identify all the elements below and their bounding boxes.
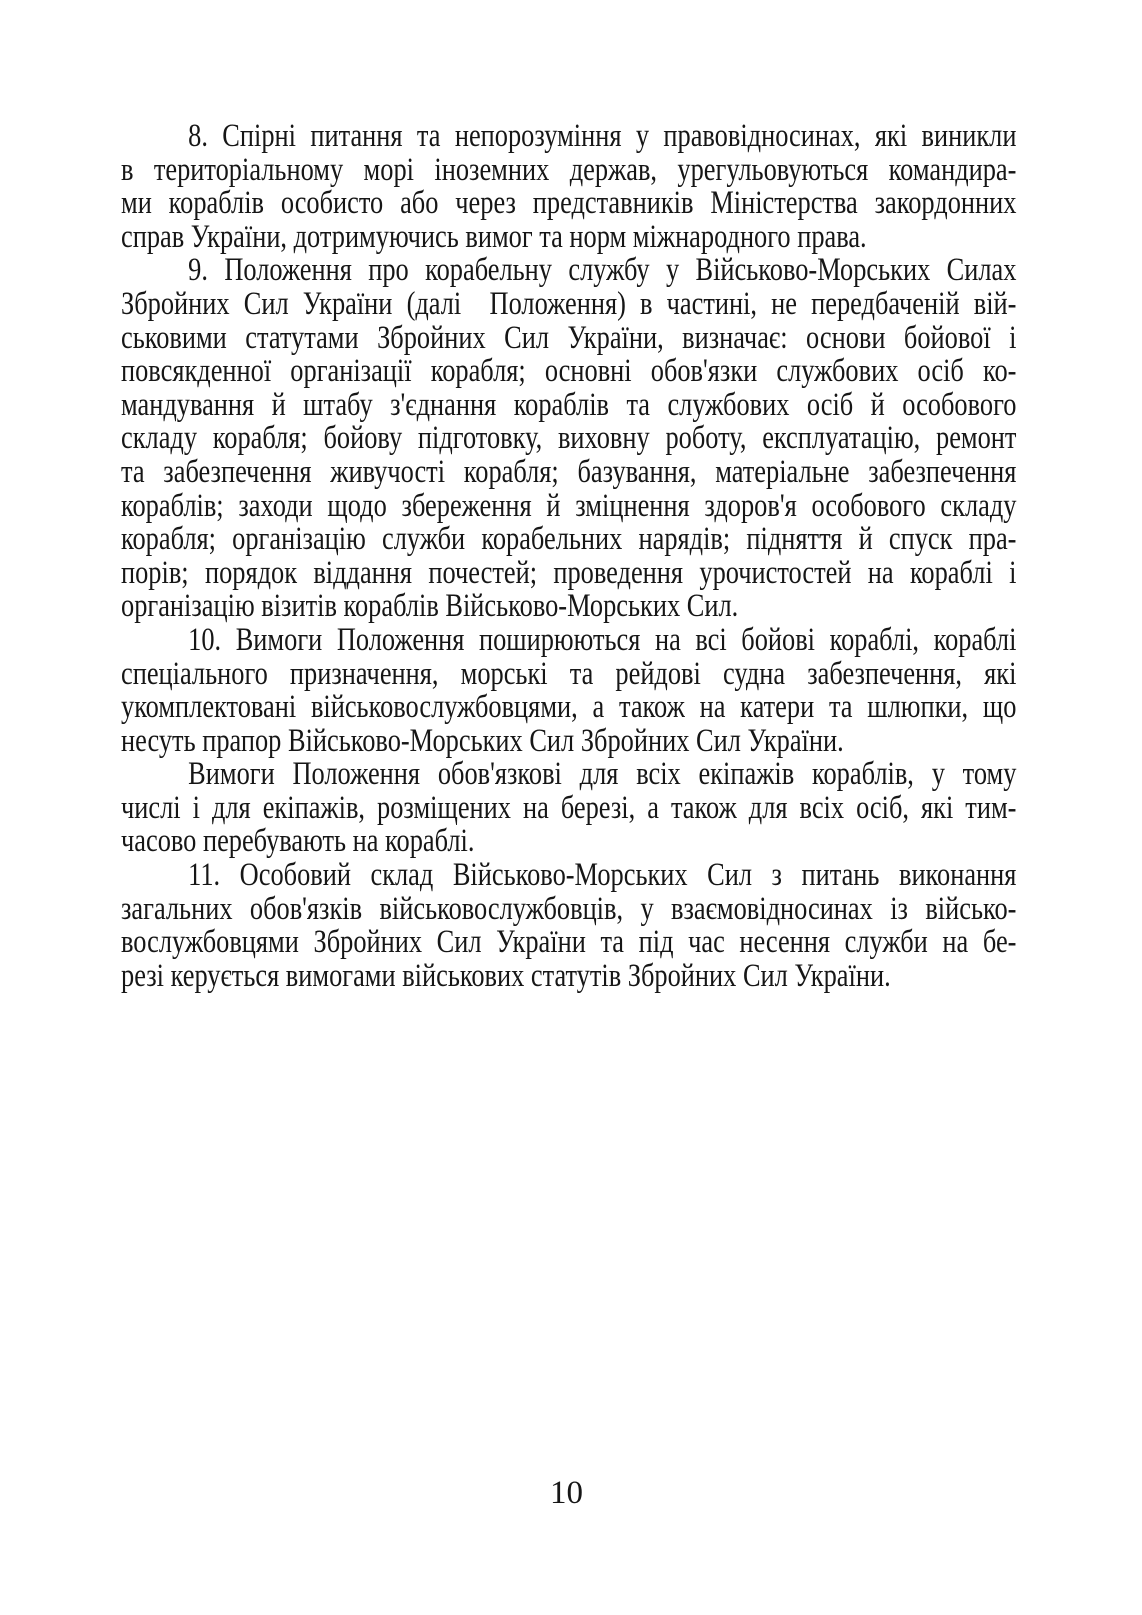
text-line: Вимоги Положення обов'язкові для всіх екіпажів кораблів, у тому (188, 756, 1017, 793)
text-line: складу корабля; бойову підготовку, виховну роботу, експлуатацію, ремонт (121, 420, 1017, 457)
paragraph (121, 254, 1016, 624)
text-line: 8. Спірні питання та непорозуміння у правовідносинах, які виникли (188, 118, 1017, 154)
paragraph (121, 621, 1017, 759)
text-line: ськовими статутами Збройних Сил України, визначає: основи бойової і (121, 319, 1017, 356)
document-text-block (121, 120, 1016, 993)
text-line: Збройних Сил України (далі Положення) в частині, не передбаченій вій- (121, 285, 1017, 322)
text-line: 10. Вимоги Положення поширюються на всі бойові кораблі, кораблі (188, 621, 1017, 658)
text-line: мандування й штабу з'єднання кораблів та службових осіб й особового (121, 386, 1017, 423)
paragraph (121, 758, 1016, 859)
text-line: порів; порядок віддання почестей; проведення урочистостей на кораблі і (121, 554, 1017, 591)
text-line: 11. Особовий склад Військово-Морських Сил з питань виконання (188, 857, 1017, 894)
text-line: справ України, дотримуючись вимог та норм міжнародного права. (121, 218, 867, 255)
page-number: 10 (550, 1475, 583, 1511)
text-line: 9. Положення про корабельну службу у Військово-Морських Силах (188, 252, 1017, 289)
text-line: числі і для екіпажів, розміщених на березі, а також для всіх осіб, які тим- (121, 789, 1017, 826)
text-line: повсякденної організації корабля; основні обов'язки службових осіб ко- (121, 353, 1017, 390)
text-line: укомплектовані військовослужбовцями, а також на катери та шлюпки, що (121, 689, 1017, 726)
text-line: в територіальному морі іноземних держав, урегульовуються командира- (121, 151, 1017, 188)
text-line: та забезпечення живучості корабля; базування, матеріальне забезпечення (121, 453, 1017, 490)
paragraph (121, 120, 1016, 254)
text-line: ми кораблів особисто або через представників Міністерства закордонних (121, 185, 1017, 222)
text-line: організацію візитів кораблів Військово-Морських Сил. (121, 588, 739, 625)
text-line: загальних обов'язків військовослужбовців, у взаємовідносинах із військо- (121, 890, 1017, 927)
text-line: резі керується вимогами військових статутів Збройних Сил України. (121, 957, 891, 994)
text-line: корабля; організацію служби корабельних нарядів; підняття й спуск пра- (121, 521, 1017, 558)
text-line: несуть прапор Військово-Морських Сил Збройних Сил України. (121, 722, 844, 759)
text-line: спеціального призначення, морські та рейдові судна забезпечення, які (121, 655, 1017, 692)
text-line: часово перебувають на кораблі. (121, 823, 475, 860)
paragraph (121, 859, 1016, 993)
text-line: кораблів; заходи щодо збереження й зміцнення здоров'я особового складу (121, 487, 1017, 524)
text-line: вослужбовцями Збройних Сил України та під час несення служби на бе- (121, 924, 1017, 961)
